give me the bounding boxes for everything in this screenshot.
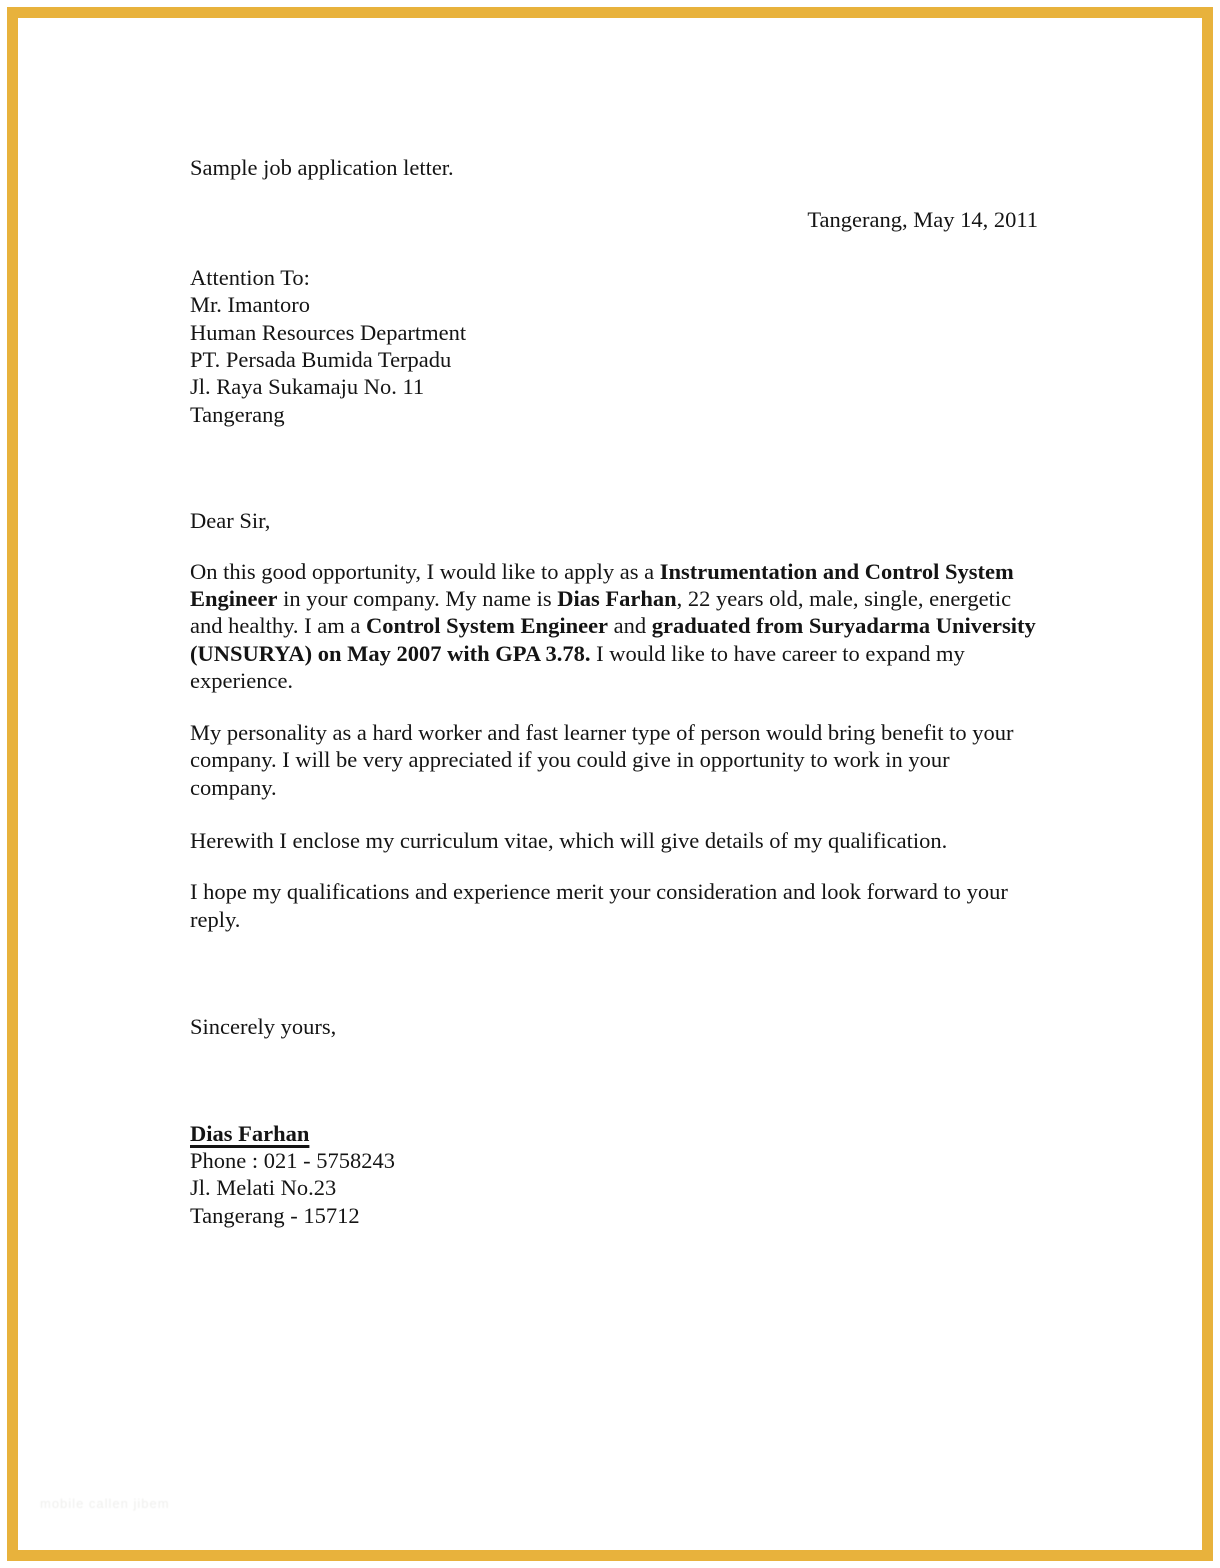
body-paragraph-3: Herewith I enclose my curriculum vitae, which will give details of my qualification. — [190, 827, 948, 853]
signature-block — [190, 1120, 1038, 1230]
letter-content — [190, 0, 1038, 1229]
letter-date: Tangerang, May 14, 2011 — [807, 207, 1038, 233]
signature-city: Tangerang - 15712 — [190, 1202, 360, 1228]
recipient-company: PT. Persada Bumida Terpadu — [190, 347, 452, 373]
recipient-street: Jl. Raya Sukamaju No. 11 — [190, 374, 425, 400]
attention-label: Attention To: — [190, 264, 310, 290]
closing-phrase: Sincerely yours, — [190, 1014, 337, 1040]
recipient-department: Human Resources Department — [190, 319, 467, 345]
signature-street: Jl. Melati No.23 — [190, 1175, 337, 1201]
attention-block — [190, 264, 1038, 428]
body-paragraph-4: I hope my qualifications and experience merit your consideration and look forward to your reply. — [190, 879, 1008, 932]
recipient-city: Tangerang — [190, 401, 285, 427]
letter-title: Sample job application letter. — [190, 155, 454, 180]
body-paragraph-1: On this good opportunity, I would like to apply as a Instrumentation and Control System Engineer in your company. My name is Dias Farhan, 22 years old, male, single, energetic and healthy. I am a Control System Engineer and graduated from Suryadarma University (UNSURYA) on May 2007 with GPA 3.78. I would like to have career to expand my experience. — [190, 558, 1036, 694]
signature-name: Dias Farhan — [190, 1120, 310, 1146]
recipient-name: Mr. Imantoro — [190, 292, 310, 318]
salutation: Dear Sir, — [190, 508, 271, 534]
signature-phone: Phone : 021 - 5758243 — [190, 1147, 395, 1173]
body-paragraph-2: My personality as a hard worker and fast learner type of person would bring benefit to your company. I will be very appreciated if you could give in opportunity to work in your company. — [190, 719, 1014, 800]
watermark-text: mobile callen jibem — [40, 1496, 170, 1511]
